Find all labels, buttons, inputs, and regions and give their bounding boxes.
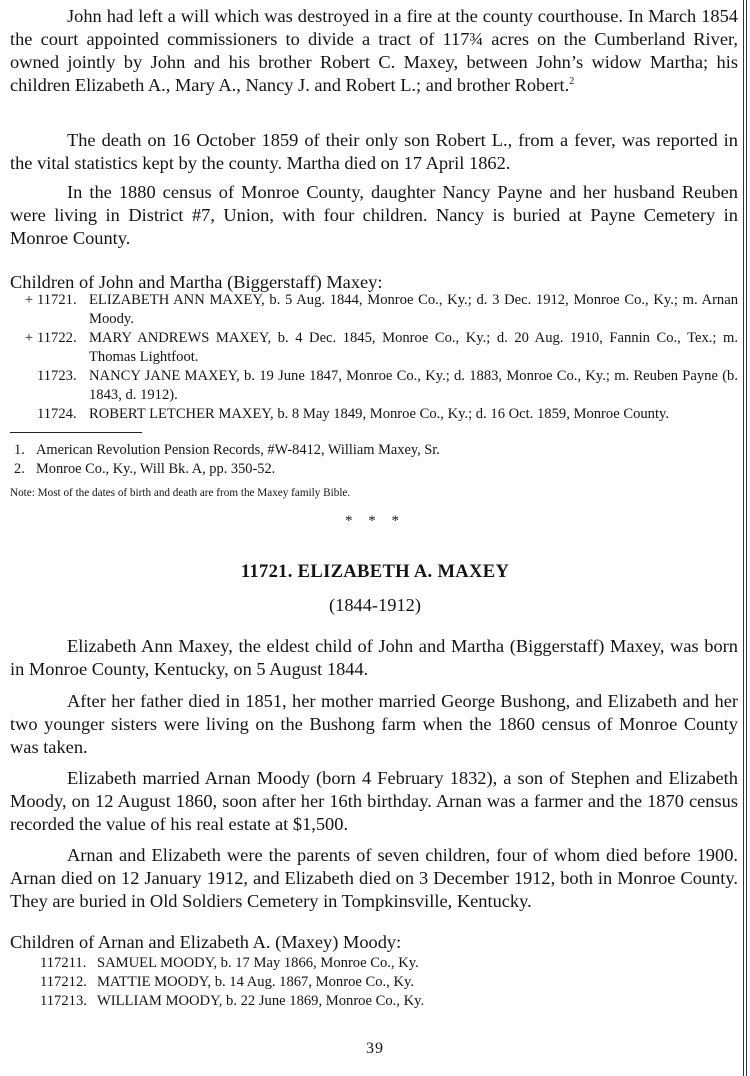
footnote-2 xyxy=(10,460,275,478)
page-number: 39 xyxy=(366,1040,384,1057)
paragraph-census: In the 1880 census of Monroe County, daughter Nancy Payne and her husband Reuben were living in District #7, Union, with four children. Nancy is buried at Payne Cemetery in Monroe County. xyxy=(10,182,738,248)
paragraph-will xyxy=(10,5,738,97)
child-entry-11724 xyxy=(10,405,738,424)
page-edge-border xyxy=(743,0,747,1076)
paragraph-death: The death on 16 October 1859 of their only son Robert L., from a fever, was reported in the vital statistics kept by the county. Martha died on 17 April 1862. xyxy=(10,130,738,173)
entry-number: 11722. xyxy=(37,330,77,346)
section-separator: * * * xyxy=(345,513,405,529)
entry-number: 117213. xyxy=(40,993,87,1009)
children-list-1 xyxy=(10,291,738,424)
entry-text: ROBERT LETCHER MAXEY, b. 8 May 1849, Monroe Co., Ky.; d. 16 Oct. 1859, Monroe County. xyxy=(89,406,670,422)
footnote-text: Monroe Co., Ky., Will Bk. A, pp. 350-52. xyxy=(36,461,276,477)
plus-marker: + xyxy=(24,330,34,346)
children-list-2 xyxy=(10,954,738,1011)
footnote-number: 1. xyxy=(14,442,25,458)
section-title: 11721. ELIZABETH A. MAXEY xyxy=(240,561,510,582)
plus-marker: + xyxy=(24,292,34,308)
child-entry-11721 xyxy=(10,291,738,329)
entry-number: 11721. xyxy=(37,292,77,308)
paragraph-will-text: John had left a will which was destroyed in a fire at the county courthouse. In March 1854 the court appointed commissioners to divide a tract of 117¾ acres on the Cumberland River, owned jointly by John and his brother Robert C. Maxey, between John’s widow Martha; his children Elizabeth A., Mary A., Nancy J. and Robert L.; and brother Robert. xyxy=(10,6,738,95)
entry-text: SAMUEL MOODY, b. 17 May 1866, Monroe Co., Ky. xyxy=(97,955,419,971)
section-dates: (1844-1912) xyxy=(329,595,421,615)
entry-text: MARY ANDREWS MAXEY, b. 4 Dec. 1845, Monroe Co., Ky.; d. 20 Aug. 1910, Fannin Co., Tex.; m. Thomas Lightfoot. xyxy=(89,330,738,365)
child-entry-117212 xyxy=(10,973,738,992)
footnote-ref: 2 xyxy=(569,75,575,87)
paragraph-bushong: After her father died in 1851, her mother married George Bushong, and Elizabeth and her two younger sisters were living on the Bushong farm when the 1860 census of Monroe County was taken. xyxy=(10,691,738,757)
child-entry-117213 xyxy=(10,992,738,1011)
entry-number: 11724. xyxy=(37,406,77,422)
footnote-number: 2. xyxy=(14,461,25,477)
children-heading-1: Children of John and Martha (Biggerstaff) Maxey: xyxy=(10,272,383,292)
entry-number: 117212. xyxy=(40,974,87,990)
entry-number: 11723. xyxy=(37,368,77,384)
footnote-1 xyxy=(10,441,440,459)
footnote-text: American Revolution Pension Records, #W-8412, William Maxey, Sr. xyxy=(36,442,440,458)
child-entry-11723 xyxy=(10,367,738,405)
children-heading-2: Children of Arnan and Elizabeth A. (Maxey) Moody: xyxy=(10,932,402,952)
paragraph-marriage: Elizabeth married Arnan Moody (born 4 February 1832), a son of Stephen and Elizabeth Moody, on 12 August 1860, soon after her 16th birthday. Arnan was a farmer and the 1870 census recorded the value of his real estate at $1,500. xyxy=(10,768,738,834)
paragraph-children-deaths: Arnan and Elizabeth were the parents of seven children, four of whom died before 1900. Arnan died on 12 January 1912, and Elizabeth died on 3 December 1912, both in Monroe County. They are buried in Old Soldiers Cemetery in Tompkinsville, Kentucky. xyxy=(10,845,738,911)
entry-text: NANCY JANE MAXEY, b. 19 June 1847, Monroe Co., Ky.; d. 1883, Monroe Co., Ky.; m. Reuben Payne (b. 1843, d. 1912). xyxy=(89,368,738,403)
footnote-rule xyxy=(10,432,142,433)
paragraph-birth: Elizabeth Ann Maxey, the eldest child of John and Martha (Biggerstaff) Maxey, was born in Monroe County, Kentucky, on 5 August 1844. xyxy=(10,636,738,679)
child-entry-11722 xyxy=(10,329,738,367)
entry-text: ELIZABETH ANN MAXEY, b. 5 Aug. 1844, Monroe Co., Ky.; d. 3 Dec. 1912, Monroe Co., Ky.; m. Arnan Moody. xyxy=(89,292,738,327)
entry-number: 117211. xyxy=(40,955,87,971)
entry-text: MATTIE MOODY, b. 14 Aug. 1867, Monroe Co., Ky. xyxy=(97,974,415,990)
child-entry-117211 xyxy=(10,954,738,973)
source-note: Note: Most of the dates of birth and death are from the Maxey family Bible. xyxy=(10,487,351,499)
entry-text: WILLIAM MOODY, b. 22 June 1869, Monroe Co., Ky. xyxy=(97,993,425,1009)
